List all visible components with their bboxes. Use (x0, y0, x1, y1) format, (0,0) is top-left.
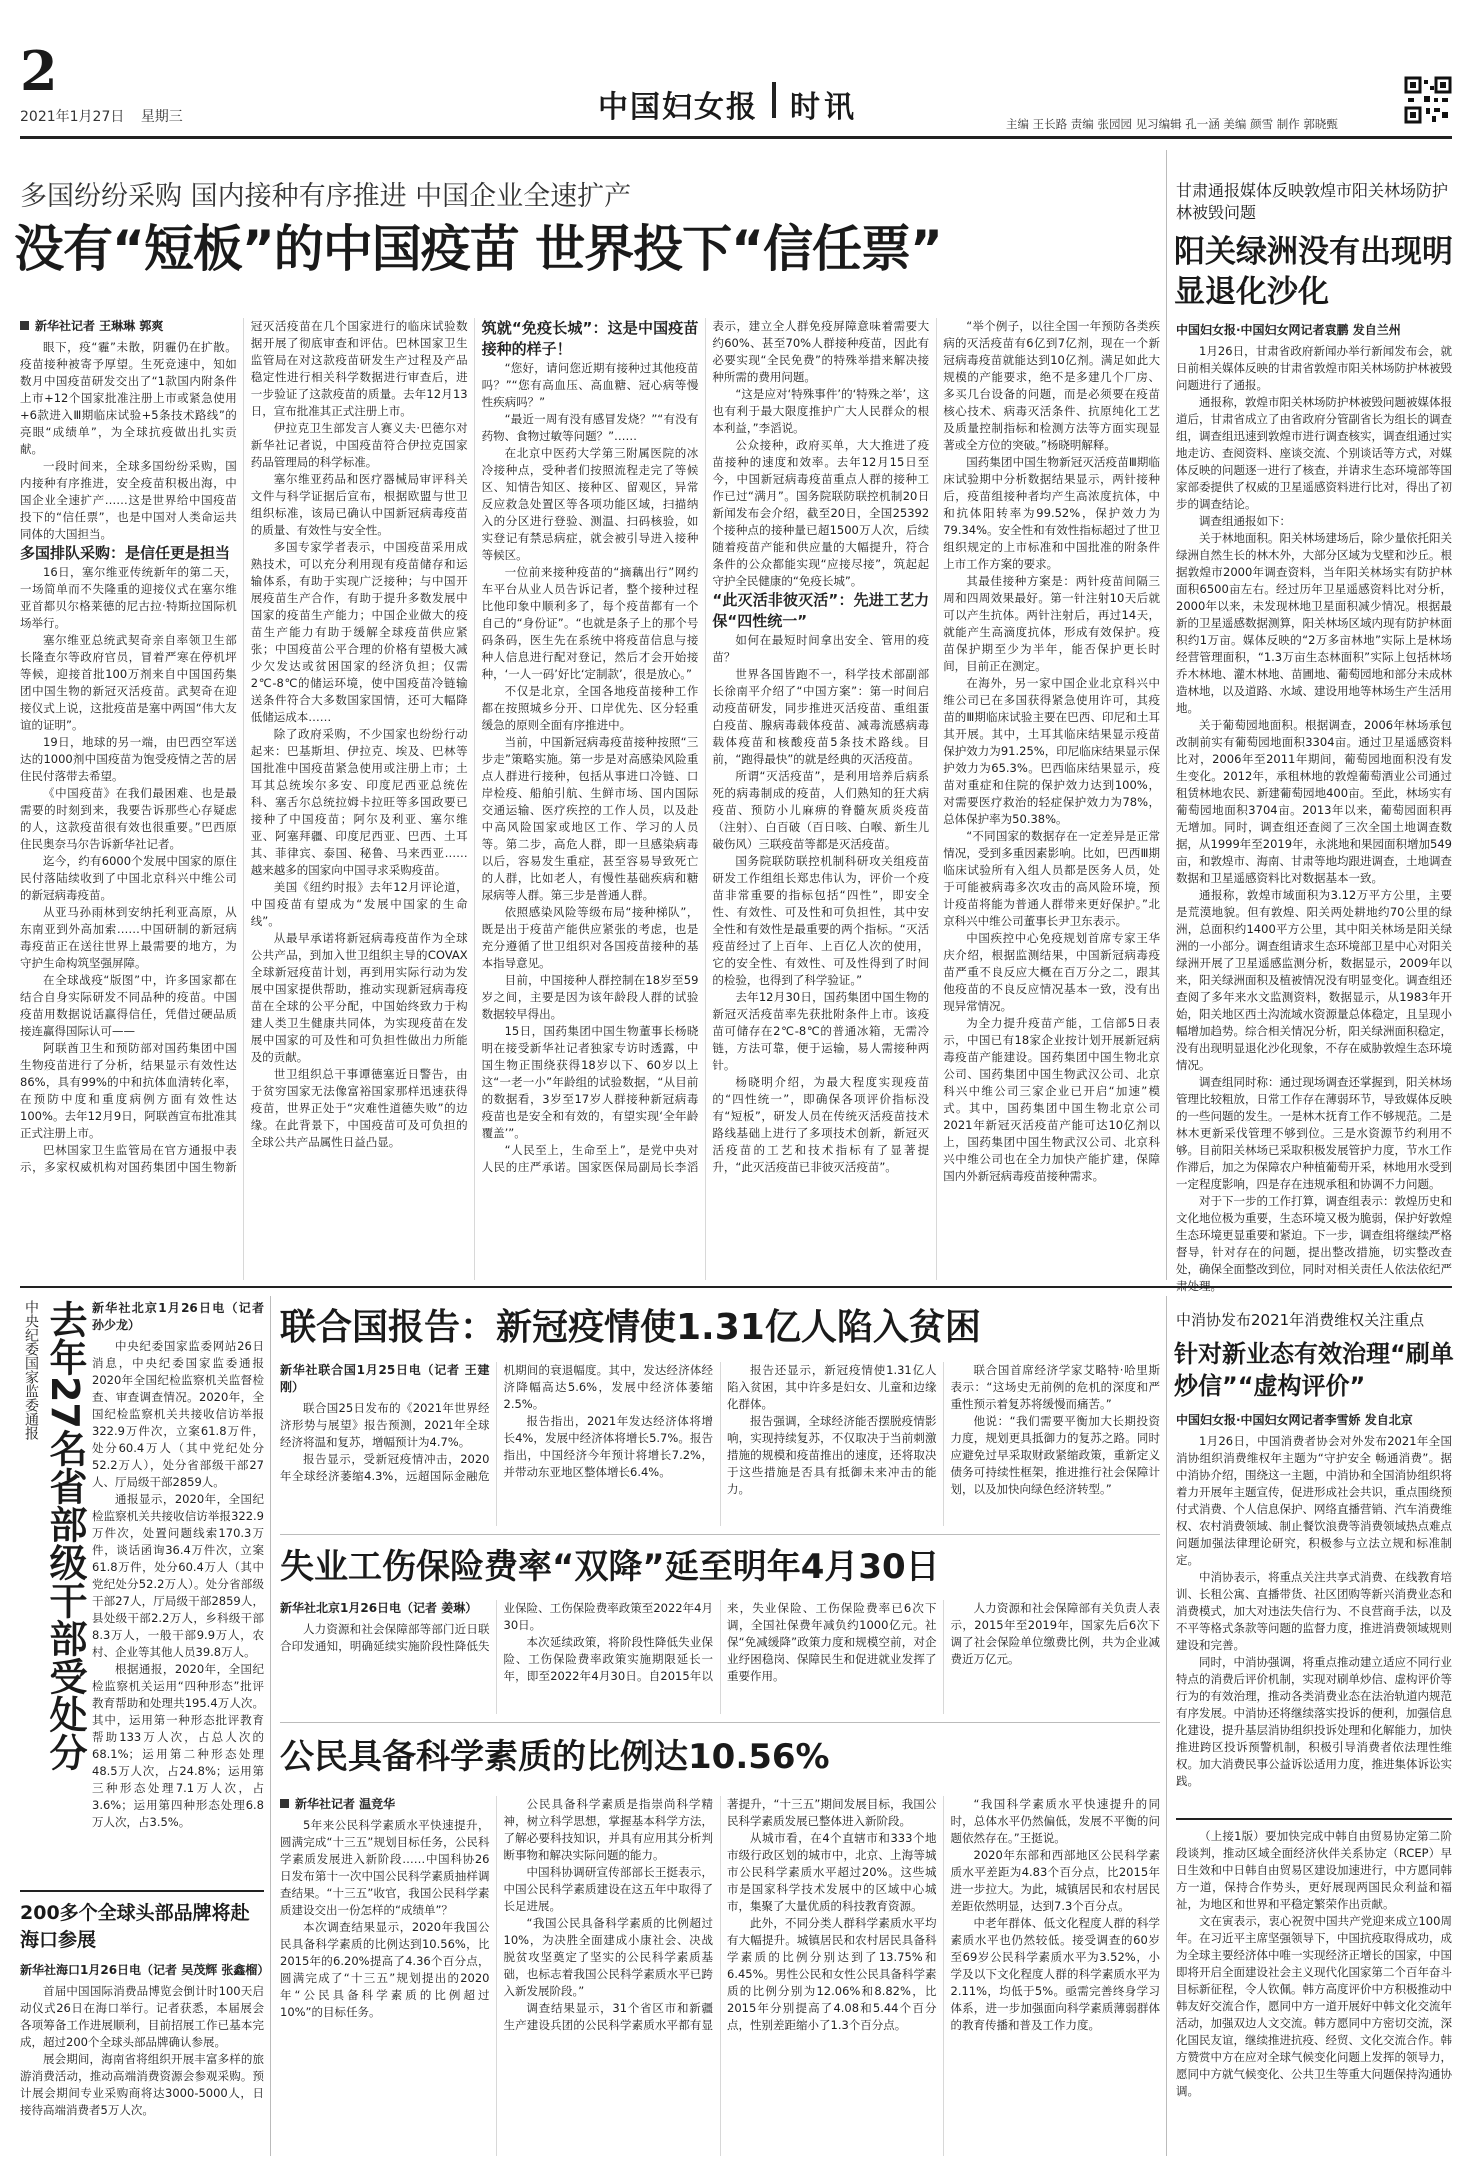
sidebar-headline: 阳关绿洲没有出现明显退化沙化 (1174, 234, 1453, 310)
masthead-divider (772, 82, 776, 118)
column-divider (1166, 150, 1167, 1280)
lead-paragraph: 塞尔维亚药品和医疗器械局审评科关文件与科学证据后宣布，根据欧盟与世卫组织标准，该局已确认中国新冠病毒疫苗的质量、有效性与安全性。 (250, 472, 468, 537)
consumer-kicker: 中消协发布2021年消费维权关注重点 (1176, 1311, 1425, 1329)
science-paragraph: 中国科协调研宣传部部长王挺表示，中国公民科学素质建设在这五年中取得了长足进展。 (503, 1865, 713, 1913)
lead-headline: 没有“短板”的中国疫苗 世界投下“信任票” (14, 220, 942, 278)
insurance-paragraph: 人力资源和社会保障部有关负责人表示，2015年至2019年，国家先后6次下调了社会保险单位缴费比例，共为企业减费近万亿元。 (950, 1601, 1160, 1666)
lead-paragraph: “举个例子，以往全国一年预防各类疾病的灭活疫苗有6亿到7亿剂，现在一个新冠病毒疫苗就能达到10亿剂。满足如此大规模的产能要求，绝不是多建几个厂房、多买几台设备的问题，而是必须要在疫苗核心技术、病毒灭活条件、抗原纯化工艺及质量控制指标和检测方法等方面实现显著或全方位的突破。”杨晓明解释。 (943, 319, 1160, 452)
vertical-paragraph: 中央纪委国家监委网站26日消息，中央纪委国家监委通报2020年全国纪检监察机关监督检查、审查调查情况。2020年，全国纪检监察机关共接收信访举报322.9万件次，立案61.8万件，处分60.4万人（其中党纪处分52.2万人），处分省部级干部27人、厅局级干部2859人。 (92, 1339, 264, 1489)
vertical-kicker: 中央纪委国家监委通报 (23, 1300, 39, 1440)
sidebar-paragraph: 通报称，敦煌市阳关林场防护林被毁问题被媒体报道后，甘肃省成立了由省政府分管副省长为组长的调查组，调查组迅速到敦煌市进行调查核实，调查组通过实地走访、查阅资料、座谈交流、个别谈话等方式，对媒体反映的问题逐一进行了核查，并请求生态环境部等国家部委提供了权威的卫星遥感资料进行比对，得出了初步的调查结论。 (1176, 395, 1452, 511)
paper-name: 中国妇女报 (598, 90, 758, 125)
lead-subhead: 筑就“免疫长城”：这是中国疫苗接种的样子！ (481, 319, 699, 358)
vertical-byline: 新华社北京1月26日电（记者 孙少龙） (92, 1301, 264, 1332)
lead-paragraph: 16日，塞尔维亚传统新年的第二天，一场简单而不失隆重的迎接仪式在塞尔维亚首都贝尔格莱德的尼古拉·特斯拉国际机场举行。 (20, 565, 237, 630)
lead-paragraph: 目前，中国接种人群控制在18岁至59岁之间，主要是因为该年龄段人群的试验数据较早得出。 (481, 973, 699, 1021)
sidebar-paragraph: 调查组通报如下： (1199, 514, 1291, 528)
korea-body (1176, 1828, 1452, 2156)
science-paragraph: 2020年东部和西部地区公民科学素质水平差距为4.83个百分点，比2015年进一步拉大。为此，城镇居民和农村居民差距依然明显，达到7.3个百分点。 (950, 1848, 1160, 1913)
lead-paragraph: 15日，国药集团中国生物董事长杨晓明在接受新华社记者独家专访时透露，中国生物正围绕获得18岁以下、60岁以上这“一老一小”年龄组的试验数据，“从目前的数据看，3岁至17岁人群接种新冠病毒疫苗也是安全和有效的，有望实现‘全年龄覆盖’”。 (481, 1024, 699, 1140)
lead-paragraph: 一位前来接种疫苗的“摘藕出行”网约车平台从业人员告诉记者，整个接种过程比他印象中顺利多了，每个疫苗都有一个自己的“身份证”。“也就是条子上的那个号码条码，医生先在系统中将疫苗信息与接种人信息进行配对登记，然后才会开始接种，‘一人一码’好比‘定制款’，很是放心。” (481, 565, 699, 681)
lead-paragraph: 《中国疫苗》在我们最困难、也是最需要的时刻到来，我要告诉那些心存疑虑的人，这款疫苗很有效也很重要。”巴西原住民奥奈马尔告诉新华社记者。 (20, 786, 237, 851)
science-paragraph: 从城市看，在4个直辖市和333个地市级行政区划的城市中，北京、上海等城市公民科学素质水平超过20%。这些城市是国家科学技术发展中的区域中心城市，集聚了大量优质的科技教育资源。 (727, 1831, 937, 1913)
editorial-credits: 主编 王长路 责编 张园园 见习编辑 孔一涵 美编 颜雪 制作 郭晓甄 (1006, 117, 1338, 131)
lead-paragraph: 在全球战疫“版图”中，许多国家都在结合自身实际研发不同品种的疫苗。中国疫苗用数据说话赢得信任，凭借过硬品质接连赢得国际认可—— (20, 973, 237, 1038)
science-paragraph: 调查结果显示，31个省区市和新疆生产建设兵团的公民科学素质水平都有显著提升，“十三五”期间发展目标，我国公民科学素质发展已整体进入新阶段。 (503, 1797, 937, 2032)
un-paragraph: 报告还显示，新冠疫情使1.31亿人陷入贫困，其中许多是妇女、儿童和边缘化群体。 (727, 1363, 937, 1411)
lead-paragraph: 国务院联防联控机制科研攻关组疫苗研发工作组组长郑忠伟认为，评价一个疫苗非常重要的指标包括“四性”，即安全性、有效性、可及性和可负担性，其中安全性和有效性是最重要的两个指标。“灭活疫苗经过了上百年、上百亿人次的使用，它的安全性、有效性、可及性得到了时间的检验，也得到了科学验证。” (712, 854, 930, 987)
insurance-paragraph: 人力资源和社会保障部等部门近日联合印发通知，明确延续实施阶段性降低失业保险、工伤保险费率政策至2022年4月30日。 (280, 1601, 713, 1653)
lead-paragraph: 当前，中国新冠病毒疫苗接种按照“三步走”策略实施。第一步是对高感染风险重点人群进行接种，包括从事进口冷链、口岸检疫、船舶引航、生鲜市场、国内国际交通运输、医疗疾控的工作人员，以及赴中高风险国家或地区工作、学习的人员等。第二步，高危人群，即一旦感染病毒以后，容易发生重症，甚至容易导致死亡的人群，比如老人，有慢性基础疾病和糖尿病等人群。第三步是普通人群。 (481, 735, 699, 902)
hainan-paragraph: 展会期间，海南省将组织开展丰富多样的旅游消费活动，推动高端消费资源会参观采购。预计展会期间专业采购商将达3000-5000人，日接待高端消费者5万人次。 (20, 2052, 264, 2117)
hainan-headline: 200多个全球头部品牌将赴海口参展 (20, 1902, 250, 1951)
lead-paragraph: 从最早承诺将新冠病毒疫苗作为全球公共产品，到加入世卫组织主导的COVAX全球新冠疫苗计划，再到用实际行动为发展中国家提供帮助，推动实现新冠病毒疫苗在全球的公平分配，中国始终致力于构建人类卫生健康共同体，为实现疫苗在发展中国家的可及性和可负担性做出力所能及的贡献。 (250, 931, 468, 1064)
section-rule (20, 1286, 1452, 1288)
vertical-headline: 去年27名省部级干部受处分 (43, 1300, 87, 1771)
story-divider (20, 1890, 264, 1892)
lead-paragraph: 如何在最短时间拿出安全、管用的疫苗？ (712, 633, 930, 664)
masthead-rule (20, 136, 1452, 139)
issue-weekday: 星期三 (140, 109, 183, 125)
science-headline: 公民具备科学素质的比例达10.56% (280, 1737, 830, 1777)
lead-paragraph: “不同国家的数据存在一定差异是正常情况，受到多重因素影响。比如，巴西Ⅲ期临床试验所有入组人员都是医务人员，处于可能被病毒多次攻击的高风险环境，预计疫苗将能为普通人群带来更好保护。”北京科兴中维公司董事长尹卫东表示。 (943, 829, 1160, 928)
column-divider (1166, 1296, 1167, 2156)
lead-paragraph: 杨晓明介绍，为最大程度实现疫苗的“四性统一”，即确保各项评价指标没有“短板”，研发人员在传统灭活疫苗技术路线基础上进行了多项技术创新，新冠灭活疫苗的工艺和技术指标有了显著提升，“此灭活疫苗已非彼灭活疫苗”。 (712, 1075, 930, 1174)
korea-paragraph: 文在寅表示，衷心祝贺中国共产党迎来成立100周年。在习近平主席坚强领导下，中国抗疫取得成功，成为全球主要经济体中唯一实现经济正增长的国家，中国即将开启全面建设社会主义现代化国家第二个百年奋斗目标新征程，令人钦佩。韩方高度评价中方积极推动中韩友好交流合作，愿同中方一道开展好中韩文化交流年活动，加强双边人文交流。韩方愿同中方密切交流，深化国民友谊，继续推进抗疫、经贸、文化交流合作。韩方赞赏中方在应对全球气候变化问题上发挥的领导力，愿同中方就气候变化、公共卫生等重大问题保持沟通协调。 (1176, 1914, 1452, 2098)
lead-paragraph: 伊拉克卫生部发言人赛义夫·巴德尔对新华社记者说，中国疫苗符合伊拉克国家药品管理局的科学标准。 (250, 421, 468, 469)
science-paragraph: 公民具备科学素质是指崇尚科学精神，树立科学思想，掌握基本科学方法，了解必要科技知识，并具有应用其分析判断事物和解决实际问题的能力。 (503, 1797, 713, 1862)
lead-paragraph: 中国疾控中心免疫规划首席专家王华庆介绍，根据监测结果，中国新冠病毒疫苗严重不良反应大概在百万分之二，跟其他疫苗的不良反应情况基本一致，没有出现异常情况。 (943, 931, 1160, 1013)
hainan-paragraph: 首届中国国际消费品博览会倒计时100天启动仪式26日在海口举行。记者获悉，本届展会各项筹备工作进展顺利，目前招展工作已基本完成，超过200个全球头部品牌确认参展。 (20, 1984, 264, 2049)
lead-paragraph: “您好，请问您近期有接种过其他疫苗吗？”“您有高血压、高血糖、冠心病等慢性疾病吗？” (481, 361, 699, 409)
lead-subhead: 多国排队采购：是信任更是担当 (20, 544, 231, 562)
consumer-paragraph: 中消协表示，将重点关注共享式消费、在线教育培训、长租公寓、直播带货、社区团购等新兴消费业态和消费模式，加大对违法失信行为、不良营商手法，以及不平等格式条款等问题的监督力度，推进消费领域规则建设和完善。 (1176, 1570, 1452, 1652)
lead-paragraph: 迄今，约有6000个发展中国家的原住民付落陆续收到了中国北京科兴中维公司的新冠病毒疫苗。 (20, 854, 237, 902)
story-divider (280, 1534, 1160, 1535)
page-number: 2 (20, 39, 58, 103)
science-paragraph: 此外，不同分类人群科学素质水平均有大幅提升。城镇居民和农村居民具备科学素质的比例分别达到了13.75%和6.45%。男性公民和女性公民具备科学素质的比例分别为12.06%和8.82%，比2015年分别提高了4.08和5.44个百分点，性别差距缩小了1.3个百分点。 (727, 1916, 937, 2032)
un-paragraph: 报告显示，受新冠疫情冲击，2020年全球经济萎缩4.3%，远超国际金融危机期间的衰退幅度。其中，发达经济体经济降幅高达5.6%，发展中经济体萎缩2.5%。 (280, 1363, 713, 1483)
vertical-paragraph: 通报显示，2020年，全国纪检监察机关共接收信访举报322.9万件次，处置问题线索170.3万件，谈话函询36.4万件次，立案61.8万件，处分60.4万人（其中党纪处分52.2万人）。处分省部级干部27人，厅局级干部2859人，县处级干部2.2万人，乡科级干部8.3万人，一般干部9.9万人，农村、企业等其他人员39.8万人。 (92, 1492, 264, 1659)
sidebar-paragraph: 关于葡萄园地面积。根据调查，2006年林场承包改制前实有葡萄园地面积3304亩。通过卫星遥感资料比对，2006年至2011年期间，葡萄园地面积没有发生变化。2012年，承租林地的敦煌葡萄酒业公司通过租赁林地农民、新建葡萄园地400亩。至此，林场实有葡萄园地面积3704亩。2013年以来，葡萄园面积再无增加。同时，调查组还查阅了三次全国土地调查数据，从1999年至2019年，永洮地和果园面积增加549亩，和敦煌市、海南、甘肃等地均跟进调查，土地调查数据和卫星遥感资料比对数据基本一致。 (1176, 718, 1452, 885)
sidebar-kicker: 甘肃通报媒体反映敦煌市阳关林场防护林被毁问题 (1176, 181, 1449, 222)
lead-paragraph: 依照感染风险等级布局“接种梯队”，既是出于疫苗产能供应紧张的考虑，也是充分遵循了世卫组织对各国疫苗接种的基本指导意见。 (481, 905, 699, 970)
un-body (280, 1362, 1160, 1526)
lead-paragraph: 美国《纽约时报》去年12月评论道，中国疫苗有望成为“发展中国家的生命线”。 (250, 880, 468, 928)
lead-paragraph: 所谓“灭活疫苗”，是利用培养后病系死的病毒制成的疫苗，人们熟知的狂犬病疫苗、预防小儿麻痹的脊髓灰质炎疫苗（注射）、白百破（百日咳、白喉、新生儿破伤风）三联疫苗等都是灭活疫苗。 (712, 769, 930, 851)
lead-paragraph: 去年12月30日，国药集团中国生物的新冠灭活疫苗率先获批附条件上市。该疫苗可储存在2℃-8℃的普通冰箱，无需冷链，方法可靠，便于运输，易人需接种两针。 (712, 990, 930, 1072)
science-paragraph: 5年来公民科学素质水平快速提升，圆满完成“十三五”规划目标任务，公民科学素质发展进入新阶段……中国科协26日发布第十一次中国公民科学素质抽样调查结果。“十三五”收官，我国公民科学素质建设交出一份怎样的“成绩单”？ (280, 1818, 490, 1917)
lead-paragraph: “最近一周有没有感冒发烧？”“有没有药物、食物过敏等问题？”…… (481, 412, 699, 443)
sidebar-paragraph: 关于林地面积。阳关林场建场后，除少量依托阳关绿洲自然生长的林木外，大部分区域为戈壁和沙丘。根据敦煌市2000年调查资料，当年阳关林场实有防护林面积6500亩左右。经过历年卫星遥感资料比对分析，2000年以来，未发现林地卫星面积减少情况。根据最新的卫星遥感数据测算，阳关林场区域内现有防护林面积约1万亩。媒体反映的“2万多亩林地”实际上是林场经营管理面积，“1.3万亩生态林面积”实际上包括林场乔木林地、灌木林地、苗圃地、葡萄园地和部分未成林造林地，以及道路、水域、建设用地等林场生产生活用地。 (1176, 531, 1452, 715)
lead-paragraph: 为全力提升疫苗产能，工信部5日表示，中国已有18家企业按计划开展新冠病毒疫苗产能建设。国药集团中国生物北京公司、国药集团中国生物武汉公司、北京科兴中维公司三家企业已开启“加速”模式。其中，国药集团中国生物北京公司2021年新冠灭活疫苗产能可达10亿剂以上，国药集团中国生物武汉公司、北京科兴中维公司也在全力加快产能扩建，保障国内外新冠病毒疫苗接种需求。 (943, 1016, 1160, 1183)
un-paragraph: 他说：“我们需要平衡加大长期投资力度，规划更具抵御力的复苏之路。同时应避免过早采取财政紧缩政策，重新定义债务可持续性框架，推进推行社会保障计划，以及加快向绿色经济转型。” (950, 1414, 1160, 1496)
consumer-byline: 中国妇女报·中国妇女网记者李雪娇 发自北京 (1176, 1413, 1413, 1427)
lead-paragraph: 眼下，疫“霾”未散，阴霾仍在扩散。疫苗接种被寄予厚望。生死竞速中，知如数月中国疫苗研发交出了“1款国内附条件上市+12个国家批准注册上市或紧急使用+6款进入Ⅲ期临床试验+5条技术路线”的亮眼“成绩单”，为全球抗疫做出扎实贡献。 (20, 340, 237, 456)
lead-paragraph: 在海外，另一家中国企业北京科兴中维公司已在多国获得紧急使用许可，其疫苗的Ⅲ期临床试验主要在巴西、印尼和土耳其开展。其中，土耳其临床结果显示疫苗保护效力为91.25%，印尼临床结果显示保护效力为65.3%。巴西临床结果显示，疫苗对重症和住院的保护效力达到100%，对需要医疗救治的轻症保护效力为78%，总体保护率为50.38%。 (943, 676, 1160, 826)
consumer-body (1176, 1412, 1452, 1812)
vertical-paragraph: 根据通报，2020年，全国纪检监察机关运用“四种形态”批评教育帮助和处理共195.4万人次。其中，运用第一种形态批评教育帮助133万人次，占总人次的68.1%；运用第二种形态处理48.5万人次，占24.8%；运用第三种形态处理7.1万人次，占3.6%；运用第四种形态处理6.8万人次，占3.5%。 (92, 1662, 264, 1829)
lead-paragraph: 多国专家学者表示，中国疫苗采用成熟技术，可以充分利用现有疫苗储存和运输体系，有助于实现广泛接种；与中国开展疫苗生产合作，有助于提升多数发展中国家的疫苗生产能力；中国企业做大的疫苗生产能力有助于缓解全球疫苗供应紧张；中国疫苗公平合理的价格有望极大减少欠发达或贫困国家的经济负担；仅需2℃-8℃的储运环境，使中国疫苗冷链输送条件符合大多数国家国情，还可大幅降低储运成本…… (250, 540, 468, 724)
hainan-byline: 新华社海口1月26日电（记者 吴茂辉 张鑫榴） (20, 1963, 270, 1977)
un-headline: 联合国报告：新冠疫情使1.31亿人陷入贫困 (280, 1307, 981, 1348)
lead-kicker: 多国纷纷采购 国内接种有序推进 中国企业全速扩产 (20, 181, 632, 212)
consumer-headline: 针对新业态有效治理“刷单炒信”“虚构评价” (1174, 1340, 1454, 1400)
un-paragraph: 联合国25日发布的《2021年世界经济形势与展望》报告预测，2021年全球经济将温和复苏，增幅预计为4.7%。 (280, 1401, 490, 1449)
lead-paragraph: 世界各国皆跑不一，科学技术部副部长徐南平介绍了“中国方案”：第一时间启动疫苗研发，同步推进灭活疫苗、重组蛋白疫苗、腺病毒载体疫苗、减毒流感病毒载体疫苗和核酸疫苗5条技术路线。目前，“跑得最快”的就是经典的灭活疫苗。 (712, 667, 930, 766)
lead-paragraph: 除了政府采购，不少国家也纷纷行动起来：巴基斯坦、伊拉克、埃及、巴林等国批准中国疫苗紧急使用或注册上市；土耳其总统埃尔多安、印度尼西亚总统佐科、塞舌尔总统拉姆卡拉旺等多国政要已接种了中国疫苗；阿尔及利亚、塞尔维亚、阿塞拜疆、印度尼西亚、巴西、土耳其、菲律宾、泰国、秘鲁、马来西亚……越来越多的国家向中国寻求采购疫苗。 (250, 727, 468, 877)
sidebar-paragraph: 通报称，敦煌市域面积为3.12万平方公里，主要是荒漠地貌。但有敦煌、阳关两处耕地约70公里的绿洲，总面积约1400平方公里，其中阳关林场是阳关绿洲的一小部分。调查组请求生态环境部卫星中心对阳关绿洲开展了卫星遥感监测分析，数据显示，2009年以来，阳关绿洲面积及植被情况没有明显变化。调查组还查阅了多年来水文监测资料，数据显示，从1983年开始，阳关地区西土沟流域水资源量总体稳定，且呈现小幅增加趋势。综合相关情况分析，阳关绿洲面积稳定，没有出现明显退化沙化现象，不存在威胁敦煌生态环境情况。 (1176, 888, 1452, 1072)
sidebar-body (1176, 322, 1452, 1278)
lead-paragraph: “人民至上，生命至上”，是党中央对人民的庄严承诺。国家医保局副局长李滔表示，建立全人群免疫屏障意味着需要大约60%、甚至70%人群接种疫苗，因此有必要实现“全民免费”的特殊举措来解决接种所需的费用问题。 (481, 319, 930, 1174)
sidebar-byline: 中国妇女报·中国妇女网记者袁鹏 发自兰州 (1176, 323, 1401, 337)
lead-body (20, 318, 1160, 1280)
sidebar-paragraph: 1月26日，甘肃省政府新闻办举行新闻发布会，就日前相关媒体反映的甘肃省敦煌市阳关林场防护林被毁问题进行了通报。 (1176, 344, 1452, 392)
column-divider (270, 1296, 271, 2156)
lead-paragraph: 公众接种，政府买单，大大推进了疫苗接种的速度和效率。去年12月15日至今，中国新冠病毒疫苗重点人群的接种工作已过“满月”。国务院联防联控机制20日新闻发布会介绍，截至20日，全国25392个接种点的接种量已超1500万人次，后续随着疫苗产能和供应量的大幅提升，符合条件的公众都能实现“应接尽接”，筑起起守护全民健康的“免疫长城”。 (712, 438, 930, 588)
science-body (280, 1796, 1160, 2156)
lead-paragraph: 从亚马孙雨林到安纳托利亚高原，从东南亚到外高加索……中国研制的新冠病毒疫苗正在送往世界上最需要的地方，为守护生命构筑坚强屏障。 (20, 905, 237, 970)
story-divider (280, 1722, 1160, 1723)
un-paragraph: 报告强调，全球经济能否摆脱疫情影响，实现持续复苏，不仅取决于当前刺激措施的规模和疫苗推出的速度，还将取决于这些措施是否具有抵御未来冲击的能力。 (727, 1414, 937, 1496)
sidebar-paragraph: 对于下一步的工作打算，调查组表示：敦煌历史和文化地位极为重要，生态环境又极为脆弱，保护好敦煌生态环境更显重要和紧迫。下一步，调查组将继续严格督导，针对存在的问题，提出整改措施，切实整改查处，确保全面整改到位，同时对相关责任人依法依纪严 (1176, 1194, 1452, 1276)
insurance-byline: 新华社北京1月26日电（记者 姜琳） (280, 1601, 478, 1615)
lead-paragraph: 世卫组织总干事谭德塞近日警告，由于贫穷国家无法像富裕国家那样迅速获得疫苗，世界正处于“灾难性道德失败”的边缘。在此背景下，中国疫苗可及可负担的全球公共产品属性日益凸显。 (250, 1067, 468, 1149)
lead-paragraph: 巴林国家卫生监管局在官方通报中表示，多家权威机构对国药集团中国生物新冠灭活疫苗在几个国家进行的临床试验数据开展了彻底审查和评估。巴林国家卫生监管局在对这款疫苗研发生产过程及产品稳定性进行相关科学数据进行审查后，进一步验证了这款疫苗的质量。去年12月13日，宣布批准其正式注册上市。 (20, 319, 468, 1174)
insurance-paragraph: 本次延续政策，将阶段性降低失业保险、工伤保险费率政策实施期限延长一年，即至2022年4月30日。自2015年以来，失业保险、工伤保险费率已6次下调，全国社保费年减负约1000亿元。社保“免减缓降”政策力度和规模空前，对企业纾困稳岗、保障民生和促进就业发挥了重要作用。 (503, 1601, 937, 1683)
science-byline: 新华社记者 温竞华 (280, 1796, 490, 1813)
story-divider (1176, 1818, 1452, 1820)
insurance-headline: 失业工伤保险费率“双降”延至明年4月30日 (280, 1547, 940, 1587)
un-paragraph: 联合国首席经济学家艾略特·哈里斯表示：“这场史无前例的危机的深度和严重性预示着复苏将缓慢而痛苦。” (950, 1363, 1160, 1411)
consumer-paragraph: 1月26日，中国消费者协会对外发布2021年全国消协组织消费维权年主题为“守护安全 畅通消费”。据中消协介绍，围绕这一主题，中消协和全国消协组织将着力开展年主题宣传，促进形成社会共识，重点围绕预付式消费、个人信息保护、网络直播营销、汽车消费维权、农村消费领域、制止餐饮浪费等消费领域热点难点问题加强法律理论研究，积极参与立法立规和标准制定。 (1176, 1434, 1452, 1567)
consumer-paragraph: 同时，中消协强调，将重点推动建立适应不同行业特点的消费后评价机制，实现对刷单炒信、虚构评价等行为的有效治理，推动各类消费业态在法治轨道内规范有序发展。中消协还将继续落实投诉的便利，加强信息化建设，提升基层消协组织投诉处理和化解能力，加快推进跨区投诉预警机制，积极引导消费者依法理性维权。加大消费民事公益诉讼适用力度，推进集体诉讼实践。 (1176, 1655, 1452, 1788)
lead-subhead: “此灭活非彼灭活”：先进工艺力保“四性统一” (712, 591, 930, 630)
lead-paragraph: 塞尔维亚总统武契奇亲自率领卫生部长隆查尔等政府官员，冒着严寒在停机坪等候，迎接首批100万剂来自中国国药集团中国生物的新冠灭活疫苗。武契奇在迎接仪式上说，这批疫苗是塞中两国“伟大友谊的证明”。 (20, 633, 237, 732)
lead-paragraph: 其最佳接种方案是：两针疫苗间隔三周和四周效果最好。第一针注射10天后就可以产生抗体。两针注射后，再过14天，就能产生高滴度抗体，形成有效保护。疫苗保护期至少为半年，能否保护更长时间，目前正在测定。 (943, 574, 1160, 673)
sidebar-paragraph: 调查组同时称：通过现场调查还掌握到，阳关林场管理比较粗放，日常工作存在薄弱环节，导致媒体反映的一些问题的发生。一是林木抚育工作不够规范。二是林木更新采伐管理不够到位。三是水资源节约利用不够。目前阳关林场已采取积极发展管护力度，节水工作作滞后，加之为保障农户种植葡萄开采，林地用水受到一定程度影响，四是存在违规承租和协调不力问题。 (1176, 1075, 1452, 1191)
lead-paragraph: 在北京中医药大学第三附属医院的冰冷接种点，受种者们按照流程走完了等候区、知情告知区、接种区、留观区，异常反应救急处置区等各项功能区域，扫描纳入的分区进行登验、测温、扫码核验，如实登记有禁忌病症，就会被引导进入接种等候区。 (481, 446, 699, 562)
science-paragraph: “我国科学素质水平快速提升的同时，总体水平仍然偏低，发展不平衡的问题依然存在。”王挺说。 (950, 1797, 1160, 1845)
science-paragraph: 本次调查结果显示，2020年我国公民具备科学素质的比例达到10.56%，比2015年的6.20%提高了4.36个百分点，圆满完成了“十三五”规划提出的2020年“公民具备科学素质的比例超过10%”的目标任务。 (280, 1920, 490, 2019)
hainan-body (20, 1962, 270, 2156)
science-paragraph: “我国公民具备科学素质的比例超过10%，为决胜全面建成小康社会、决战脱贫攻坚奠定了坚实的公民科学素质基础，也标志着我国公民科学素质水平已跨入新发展阶段。” (503, 1916, 713, 1998)
vertical-body (92, 1300, 264, 1882)
issue-date: 2021年1月27日 (20, 109, 125, 125)
section-name: 时讯 (790, 90, 858, 125)
lead-paragraph: 阿联酋卫生和预防部对国药集团中国生物疫苗进行了分析，结果显示有效性达86%，具有99%的中和抗体血清转化率，在预防中度和重度病例方面有效性达100%。去年12月9日，阿联酋宣布批准其正式注册上市。 (20, 1041, 237, 1140)
science-paragraph: 中老年群体、低文化程度人群的科学素质水平也仍然较低。接受调查的60岁至69岁公民科学素质水平为3.52%，小学及以下文化程度人群的科学素质水平为2.11%，均低于5%。亟需完善终身学习体系，进一步加强面向科学素质薄弱群体的教育传播和普及工作力度。 (950, 1916, 1160, 2032)
lead-paragraph: 国药集团中国生物新冠灭活疫苗Ⅲ期临床试验期中分析数据结果显示，两针接种后，疫苗组接种者均产生高浓度抗体，中和抗体阳转率为99.52%，保护效力为79.34%。安全性和有效性指标超过了世卫组织规定的上市标准和中国批准的附条件上市工作方案的要求。 (943, 455, 1160, 571)
qr-code-icon (1404, 76, 1452, 124)
lead-paragraph: 19日，地球的另一端，由巴西空军送达的1000剂中国疫苗为饱受疫情之苦的居住民付落带去希望。 (20, 735, 237, 783)
lead-paragraph: “这是应对‘特殊事件’的‘特殊之举’，这也有利于最大限度推护广大人民群众的根本利益，”李滔说。 (712, 387, 930, 435)
lead-paragraph: 一段时间来，全球多国纷纷采购，国内接种有序推进，安全疫苗积极出海，中国企业全速扩产……这是世界给中国疫苗投下的“信任票”，也是中国对人类命运共同体的大国担当。 (20, 459, 237, 541)
un-byline: 新华社联合国1月25日电（记者 王建刚） (280, 1363, 490, 1394)
un-paragraph: 报告指出，2021年发达经济体将增长4%，发展中经济体将增长5.7%。报告指出，中国经济今年预计将增长7.2%，并带动东亚地区整体增长6.4%。 (503, 1414, 713, 1479)
korea-paragraph: （上接1版）要加快完成中韩自由贸易协定第二阶段谈判，推动区域全面经济伙伴关系协定（RCEP）早日生效和中日韩自由贸易区建设加速进行，中方愿同韩方一道，保持合作势头，更好展现两国民众利益和福祉，为地区和世界和平稳定繁荣作出贡献。 (1176, 1829, 1452, 1911)
insurance-body (280, 1600, 1160, 1714)
lead-byline: 新华社记者 王琳琳 郭爽 (20, 318, 237, 335)
lead-paragraph: 不仅是北京，全国各地疫苗接种工作都在按照城乡分开、口岸优先、区分轻重缓急的原则全面有序推进中。 (481, 684, 699, 732)
date-line (20, 106, 183, 126)
